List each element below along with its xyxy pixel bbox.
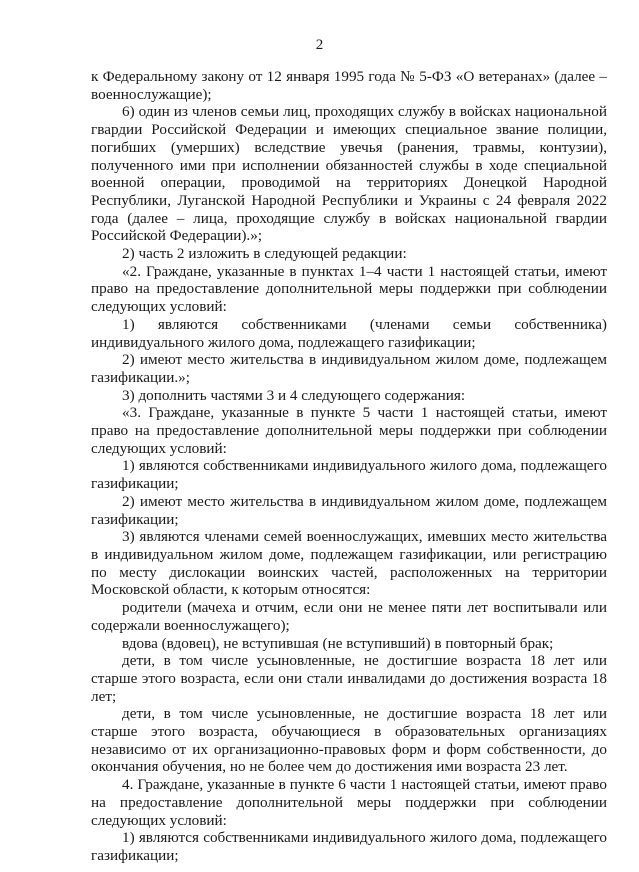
paragraph: вдова (вдовец), не вступившая (не вступивший) в повторный брак; — [122, 634, 554, 652]
paragraph: 6) один из членов семьи лиц, проходящих службу в войсках национальной гвардии Российской Федерации и имеющих специальное звание полиции, погибших (умерших) вследствие увечья (ранения, травмы, контузии), полученного ими при исполнении обязанностей службы в ходе специальной военной операции, проводимой на территориях Донецкой Народной Республики, Луганской Народной Республики и Украины с 24 февраля 2022 года (далее – лица, проходящие службу в войсках национальной гвардии Российской Федерации).»; — [91, 103, 607, 245]
paragraph: 3) являются членами семей военнослужащих, имевших место жительства в индивидуальном жилом доме, подлежащем газификации, или регистрацию по месту дислокации воинских частей, расположенных на территории Московской области, к которым относятся: — [91, 528, 607, 599]
paragraph: 3) дополнить частями 3 и 4 следующего содержания: — [122, 386, 466, 404]
paragraph: дети, в том числе усыновленные, не достигшие возраста 18 лет или старше этого возраста, если они стали инвалидами до достижения возраста 18 лет; — [91, 652, 607, 705]
paragraph: «3. Граждане, указанные в пункте 5 части 1 настоящей статьи, имеют право на предоставление дополнительной меры поддержки при соблюдении следующих условий: — [91, 404, 607, 457]
page-number: 2 — [315, 37, 324, 53]
paragraph: 4. Граждане, указанные в пункте 6 части 1 настоящей статьи, имеют право на предоставление дополнительной меры поддержки при соблюдении следующих условий: — [91, 776, 607, 829]
paragraph: 1) являются собственниками индивидуального жилого дома, подлежащего газификации; — [91, 829, 607, 864]
paragraph: 1) являются собственниками индивидуального жилого дома, подлежащего газификации; — [91, 457, 607, 493]
paragraph: 1) являются собственниками (членами семьи собственника) индивидуального жилого дома, подлежащего газификации; — [91, 315, 607, 351]
paragraph: 2) имеют место жительства в индивидуальном жилом доме, подлежащем газификации; — [91, 492, 607, 528]
paragraph: дети, в том числе усыновленные, не достигшие возраста 18 лет или старше этого возраста, обучающиеся в образовательных организациях независимо от их организационно-правовых форм и форм собственности, до окончания обучения, но не более чем до достижения ими возраста 23 лет. — [91, 705, 607, 776]
paragraph: 2) часть 2 изложить в следующей редакции: — [122, 245, 407, 263]
paragraph: 2) имеют место жительства в индивидуальном жилом доме, подлежащем газификации.»; — [91, 351, 607, 386]
paragraph: «2. Граждане, указанные в пунктах 1–4 части 1 настоящей статьи, имеют право на предоставление дополнительной меры поддержки при соблюдении следующих условий: — [91, 262, 607, 316]
paragraph: родители (мачеха и отчим, если они не менее пяти лет воспитывали или содержали военнослужащего); — [91, 599, 607, 634]
paragraph: к Федеральному закону от 12 января 1995 года № 5-ФЗ «О ветеранах» (далее – военнослужащие); — [91, 68, 607, 103]
document-body — [91, 68, 607, 865]
